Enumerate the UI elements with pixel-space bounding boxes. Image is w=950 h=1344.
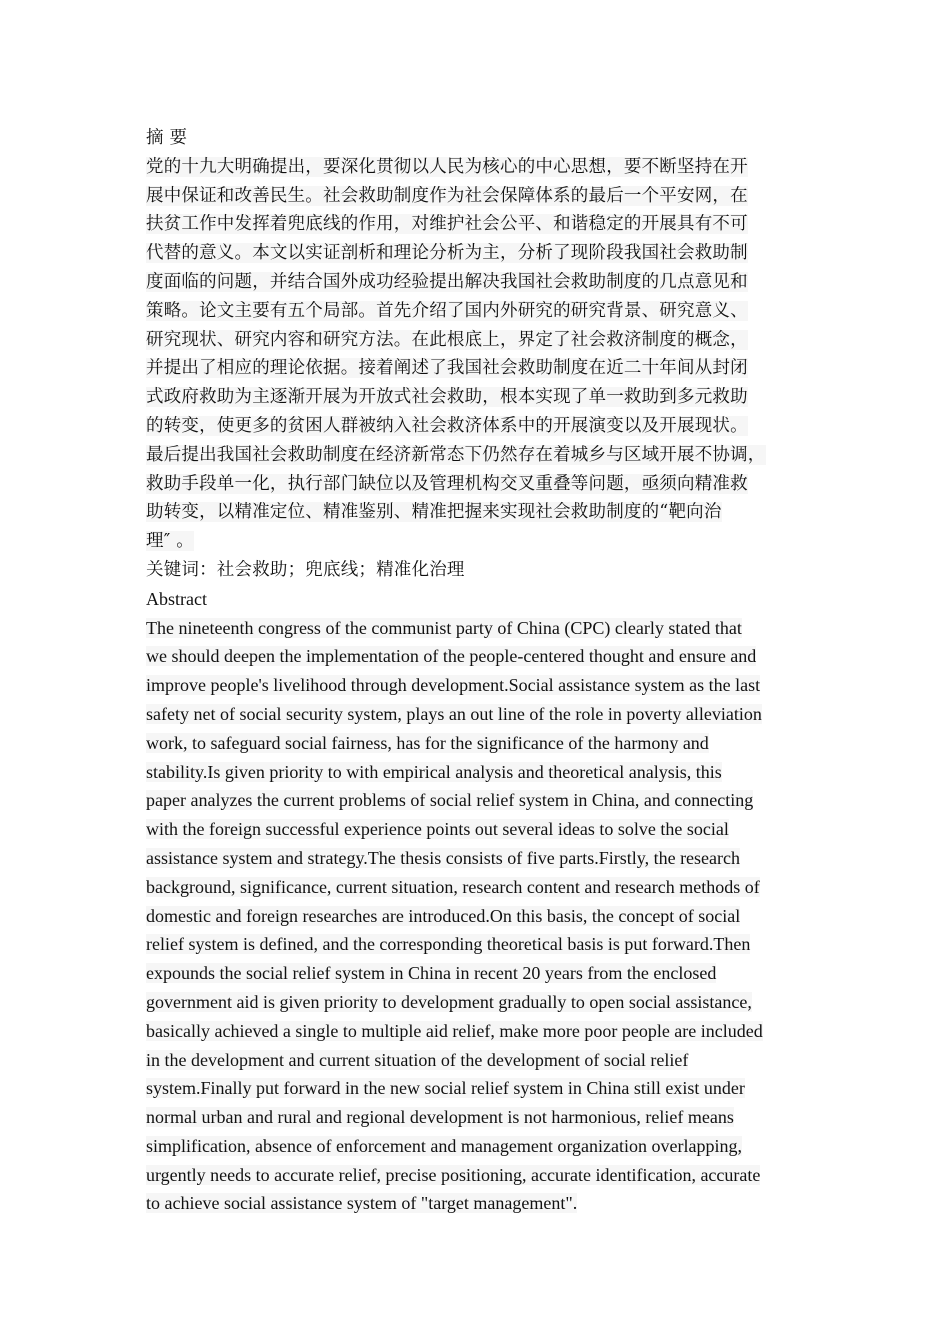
abstract-cn-line: 最后提出我国社会救助制度在经济新常态下仍然存在着城乡与区域开展不协调， — [146, 444, 766, 465]
keywords: 关键词：社会救助；兜底线；精准化治理 — [146, 559, 465, 580]
abstract-cn-line: 理″ 。 — [146, 531, 194, 552]
abstract-en-line: The nineteenth congress of the communist party of China (CPC) clearly stated that — [146, 617, 742, 638]
abstract-cn-line: 度面临的问题，并结合国外成功经验提出解决我国社会救助制度的几点意见和 — [146, 271, 748, 292]
abstract-cn-line: 策略。论文主要有五个局部。首先介绍了国内外研究的研究背景、研究意义、 — [146, 300, 748, 321]
abstract-en-line: work, to safeguard social fairness, has for the significance of the harmony and — [146, 732, 709, 753]
abstract-en-line: improve people's livelihood through development.Social assistance system as the last — [146, 675, 761, 696]
abstract-en-line: simplification, absence of enforcement and management organization overlapping, — [146, 1135, 742, 1156]
abstract-cn-line: 助转变，以精准定位、精准鉴别、精准把握来实现社会救助制度的“靶向治 — [146, 502, 722, 523]
abstract-en-line: to achieve social assistance system of "target management". — [146, 1193, 578, 1214]
abstract-cn-line: 并提出了相应的理论依据。接着阐述了我国社会救助制度在近二十年间从封闭 — [146, 358, 748, 379]
abstract-en-line: normal urban and rural and regional development is not harmonious, relief means — [146, 1107, 734, 1128]
abstract-en-line: domestic and foreign researches are introduced.On this basis, the concept of social — [146, 905, 741, 926]
abstract-en-line: background, significance, current situation, research content and research methods of — [146, 876, 760, 897]
abstract-cn-line: 党的十九大明确提出，要深化贯彻以人民为核心的中心思想，要不断坚持在开 — [146, 156, 748, 177]
abstract-en-line: assistance system and strategy.The thesis consists of five parts.Firstly, the research — [146, 847, 741, 868]
abstract-cn-line: 式政府救助为主逐渐开展为开放式社会救助，根本实现了单一救助到多元救助 — [146, 387, 748, 408]
abstract-cn-line: 扶贫工作中发挥着兜底线的作用，对维护社会公平、和谐稳定的开展具有不可 — [146, 214, 748, 235]
abstract-cn-line: 研究现状、研究内容和研究方法。在此根底上，界定了社会救济制度的概念， — [146, 329, 748, 350]
abstract-en-line: in the development and current situation of the development of social relief — [146, 1049, 689, 1070]
abstract-en-line: relief system is defined, and the corresponding theoretical basis is put forward.Then — [146, 934, 751, 955]
abstract-cn-heading: 摘 要 — [146, 128, 188, 148]
abstract-en-line: system.Finally put forward in the new social relief system in China still exist under — [146, 1078, 745, 1099]
abstract-cn-line: 的转变，使更多的贫困人群被纳入社会救济体系中的开展演变以及开展现状。 — [146, 415, 748, 436]
abstract-en-line: urgently needs to accurate relief, precise positioning, accurate identification, accurate — [146, 1164, 761, 1185]
abstract-en-line: basically achieved a single to multiple aid relief, make more poor people are included — [146, 1020, 763, 1041]
abstract-en-line: stability.Is given priority to with empirical analysis and theoretical analysis, this — [146, 761, 722, 782]
abstract-cn-line: 展中保证和改善民生。社会救助制度作为社会保障体系的最后一个平安网，在 — [146, 185, 748, 206]
abstract-en-line: with the foreign successful experience points out several ideas to solve the social — [146, 819, 729, 840]
abstract-en-line: paper analyzes the current problems of social relief system in China, and connecting — [146, 790, 754, 811]
abstract-cn-line: 救助手段单一化，执行部门缺位以及管理机构交叉重叠等问题，亟须向精准救 — [146, 473, 748, 494]
abstract-en-line: government aid is given priority to development gradually to open social assistance, — [146, 991, 752, 1012]
abstract-en-heading: Abstract — [146, 588, 207, 609]
abstract-en-line: safety net of social security system, plays an out line of the role in poverty alleviation — [146, 703, 762, 724]
abstract-en-line: expounds the social relief system in China in recent 20 years from the enclosed — [146, 963, 717, 984]
abstract-en-line: we should deepen the implementation of the people-centered thought and ensure and — [146, 646, 757, 667]
document-page — [146, 124, 811, 1218]
abstract-cn-line: 代替的意义。本文以实证剖析和理论分析为主，分析了现阶段我国社会救助制 — [146, 243, 748, 264]
